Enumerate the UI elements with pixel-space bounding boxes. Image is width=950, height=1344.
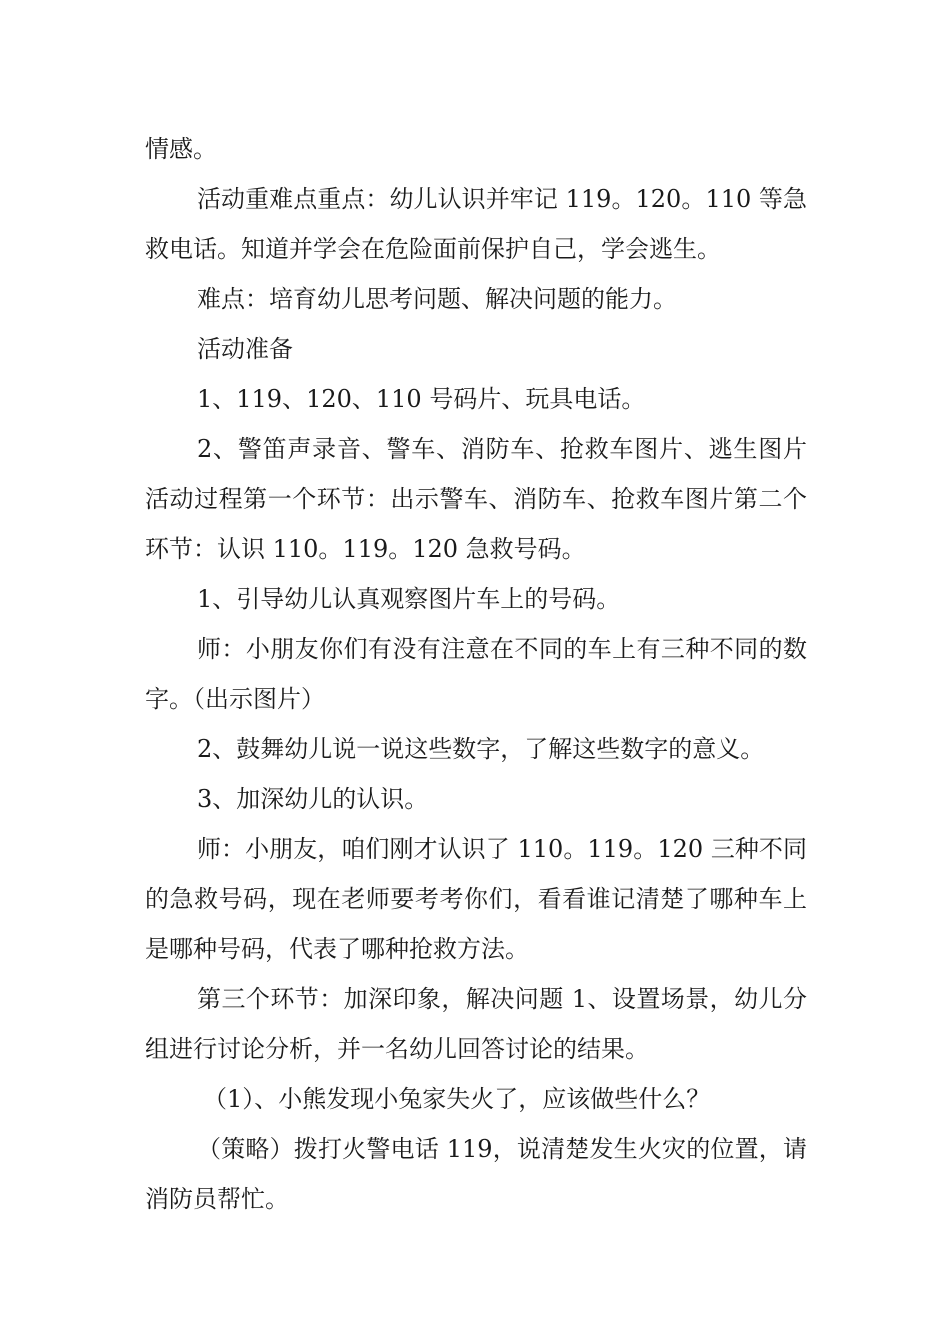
paragraph-11: 师：小朋友，咱们刚才认识了 110。119。120 三种不同的急救号码，现在老师要考考你们，看看谁记清楚了哪种车上是哪种号码，代表了哪种抢救方法。 [145, 835, 807, 963]
paragraph-8: 师：小朋友你们有没有注意在不同的车上有三种不同的数字。（出示图片） [145, 635, 807, 713]
document-body [145, 124, 807, 1224]
paragraph-6: 2、警笛声录音、警车、消防车、抢救车图片、逃生图片活动过程第一个环节：出示警车、消防车、抢救车图片第二个环节：认识 110。119。120 急救号码。 [145, 435, 807, 563]
paragraph-12: 第三个环节：加深印象，解决问题 1、设置场景，幼儿分组进行讨论分析，并一名幼儿回答讨论的结果。 [145, 985, 807, 1063]
paragraph-7: 1、引导幼儿认真观察图片车上的号码。 [197, 585, 621, 613]
paragraph-4: 活动准备 [197, 335, 293, 363]
paragraph-3: 难点：培育幼儿思考问题、解决问题的能力。 [197, 285, 677, 313]
paragraph-13: （1）、小熊发现小兔家失火了，应该做些什么？ [203, 1085, 711, 1113]
paragraph-5: 1、119、120、110 号码片、玩具电话。 [197, 385, 646, 413]
paragraph-9: 2、鼓舞幼儿说一说这些数字，了解这些数字的意义。 [197, 735, 765, 763]
paragraph-2: 活动重难点重点：幼儿认识并牢记 119。120。110 等急救电话。知道并学会在危险面前保护自己，学会逃生。 [145, 185, 807, 263]
paragraph-1: 情感。 [145, 135, 217, 163]
paragraph-10: 3、加深幼儿的认识。 [197, 785, 429, 813]
paragraph-14: （策略）拨打火警电话 119，说清楚发生火灾的位置，请消防员帮忙。 [145, 1135, 807, 1213]
